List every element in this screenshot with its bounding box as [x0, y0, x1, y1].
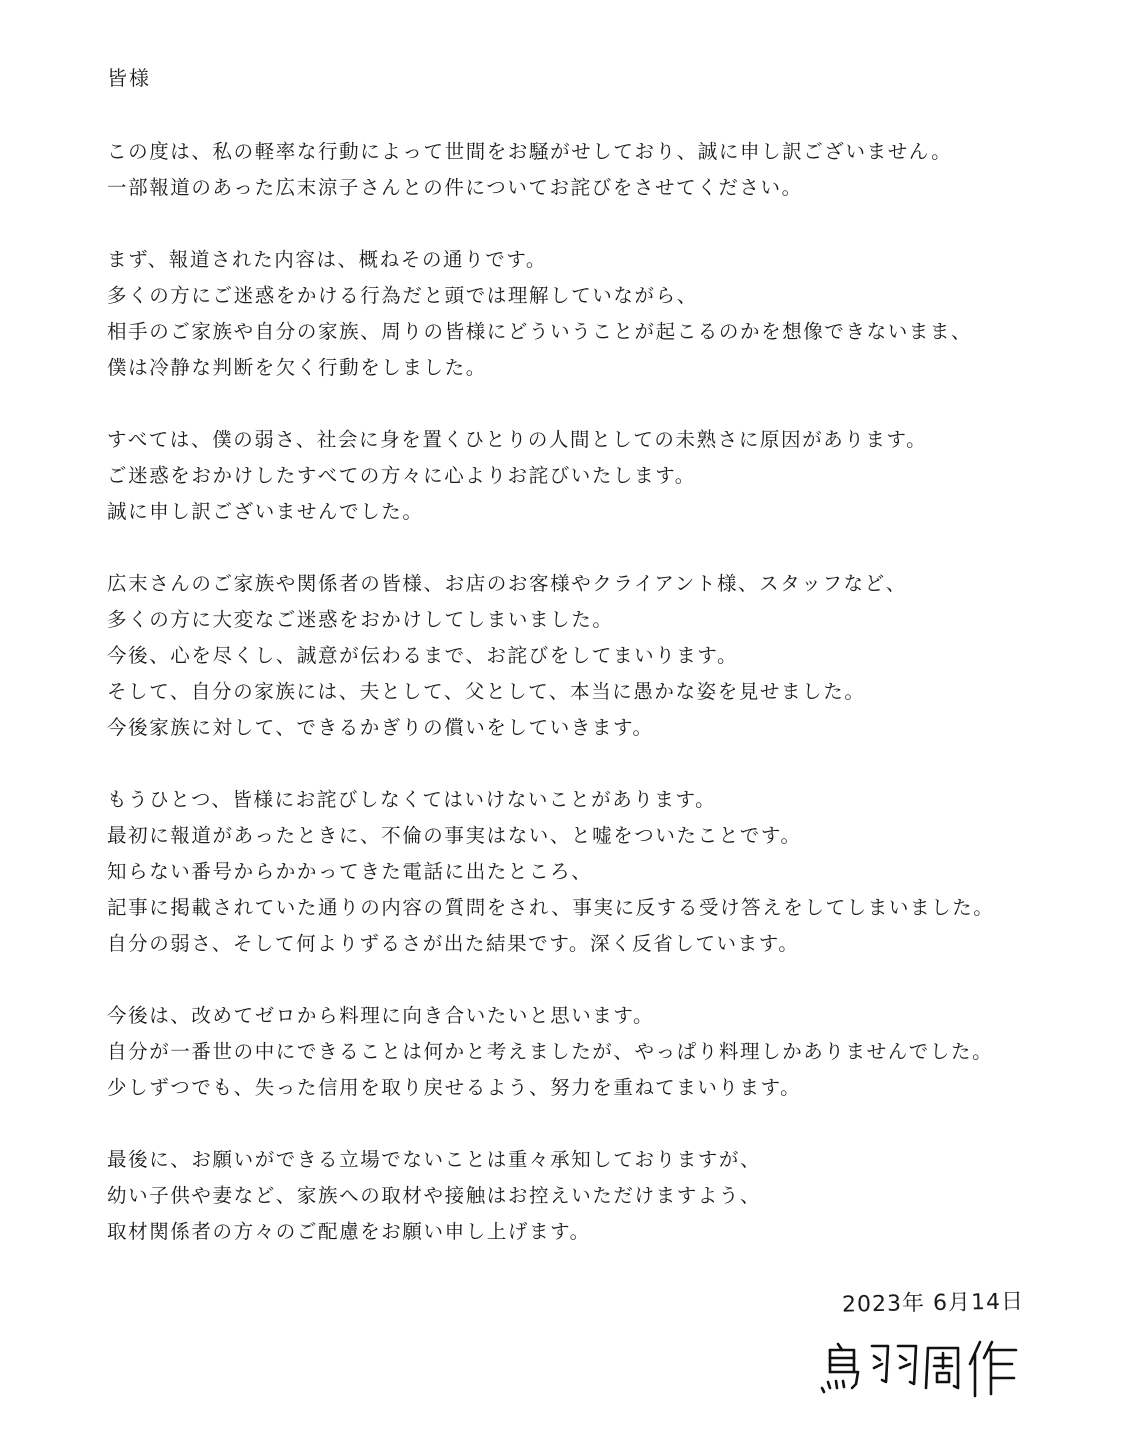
paragraph [107, 242, 1067, 386]
paragraph-line: 幼い子供や妻など、家族への取材や接触はお控えいただけますよう、 [107, 1184, 762, 1207]
paragraph-line: 一部報道のあった広末涼子さんとの件についてお詫びをさせてください。 [107, 176, 803, 199]
paragraph-line: ご迷惑をおかけしたすべての方々に心よりお詫びいたします。 [107, 464, 696, 487]
paragraph-line: 多くの方に大変なご迷惑をおかけしてしまいました。 [107, 608, 614, 631]
paragraph-line: もうひとつ、皆様にお詫びしなくてはいけないことがあります。 [107, 788, 717, 811]
signature-drawing [820, 1338, 1020, 1400]
paragraph-line: 多くの方にご迷惑をかける行為だと頭では理解していながら、 [107, 284, 698, 307]
paragraph-line: すべては、僕の弱さ、社会に身を置くひとりの人間としての未熟さに原因があります。 [107, 428, 928, 451]
paragraph-line: 自分が一番世の中にできることは何かと考えましたが、やっぱり料理しかありませんでした。 [107, 1040, 994, 1063]
salutation: 皆様 [107, 66, 151, 90]
paragraph-line: 誠に申し訳ございませんでした。 [107, 500, 424, 523]
paragraph-line: 最後に、お願いができる立場でないことは重々承知しておりますが、 [107, 1148, 762, 1171]
handwritten-date: 2023年 6月14日 [841, 1289, 1025, 1318]
paragraph [107, 782, 1067, 962]
paragraph-line: 今後、心を尽くし、誠意が伝わるまで、お詫びをしてまいります。 [107, 644, 739, 667]
paragraph [107, 134, 1067, 206]
paragraph-line: 相手のご家族や自分の家族、周りの皆様にどういうことが起こるのかを想像できないまま、 [107, 320, 973, 343]
paragraph-line: 記事に掲載されていた通りの内容の質問をされ、事実に反する受け答えをしてしまいました。 [107, 896, 995, 919]
paragraph-line: まず、報道された内容は、概ねその通りです。 [107, 248, 547, 271]
paragraph-line: そして、自分の家族には、夫として、父として、本当に愚かな姿を見せました。 [107, 680, 866, 703]
paragraph [107, 1142, 1067, 1250]
paragraph-line: 今後は、改めてゼロから料理に向き合いたいと思います。 [107, 1004, 655, 1027]
handwritten-signature [820, 1338, 1020, 1400]
paragraph-line: この度は、私の軽率な行動によって世間をお騒がせしており、誠に申し訳ございません。 [107, 140, 953, 163]
paragraph-line: 今後家族に対して、できるかぎりの償いをしていきます。 [107, 716, 654, 739]
letter-body [107, 134, 1067, 1286]
paragraph-line: 僕は冷静な判断を欠く行動をしました。 [107, 356, 487, 379]
paragraph [107, 998, 1067, 1106]
paragraph [107, 422, 1067, 530]
paragraph-line: 取材関係者の方々のご配慮をお願い申し上げます。 [107, 1220, 591, 1243]
paragraph-line: 最初に報道があったときに、不倫の事実はない、と嘘をついたことです。 [107, 824, 802, 847]
paragraph-line: 少しずつでも、失った信用を取り戻せるよう、努力を重ねてまいります。 [107, 1076, 802, 1099]
paragraph [107, 566, 1067, 746]
paragraph-line: 広末さんのご家族や関係者の皆様、お店のお客様やクライアント様、スタッフなど、 [107, 572, 907, 595]
paragraph-line: 知らない番号からかかってきた電話に出たところ、 [107, 860, 593, 883]
paragraph-line: 自分の弱さ、そして何よりずるさが出た結果です。深く反省しています。 [107, 932, 800, 955]
